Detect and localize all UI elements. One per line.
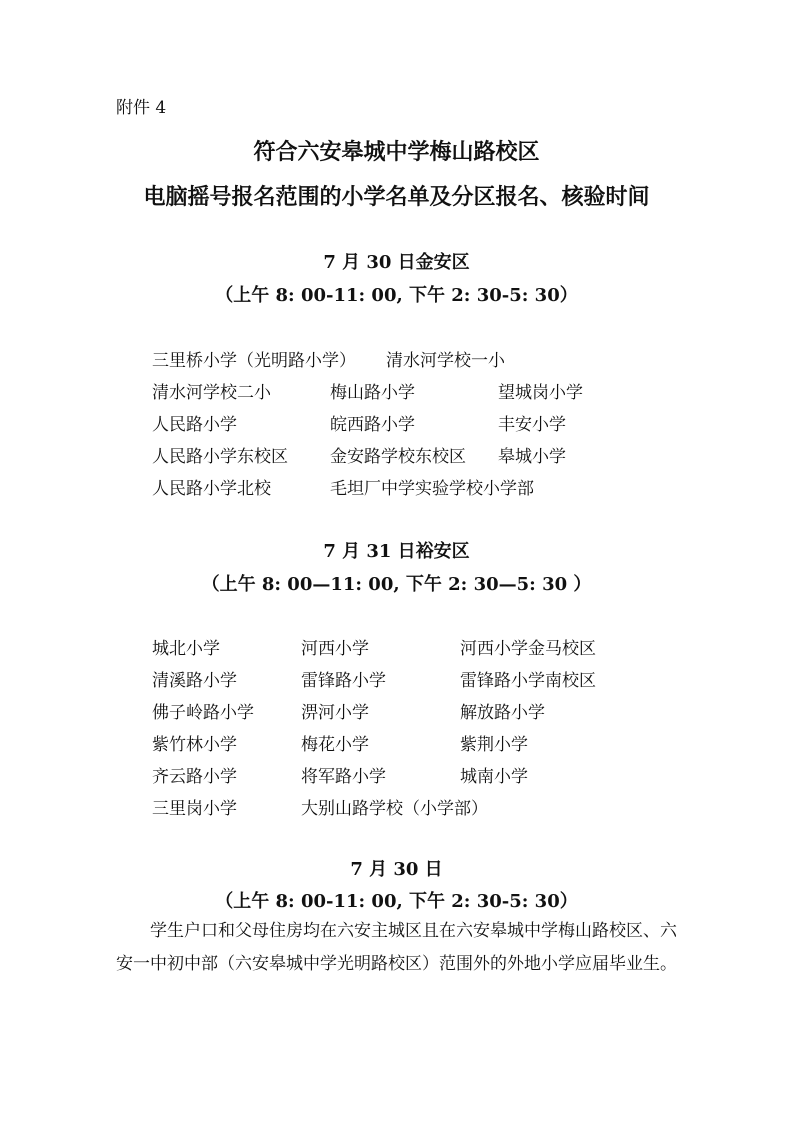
school-list-item: 三里岗小学 <box>152 799 237 819</box>
school-list-item: 三里桥小学（光明路小学） <box>152 351 356 371</box>
school-list-item: 河西小学 <box>301 639 369 659</box>
school-list-item: 雷锋路小学 <box>301 671 386 691</box>
section-outside-heading: 7 月 30 日 <box>350 859 443 880</box>
school-list-item: 佛子岭路小学 <box>152 703 254 723</box>
school-list-item: 将军路小学 <box>301 767 386 787</box>
school-list-item: 人民路小学 <box>152 415 237 435</box>
document-title-line-2: 电脑摇号报名范围的小学名单及分区报名、核验时间 <box>143 184 650 210</box>
school-list-item: 毛坦厂中学实验学校小学部 <box>330 479 534 499</box>
document-title-line-1: 符合六安皋城中学梅山路校区 <box>253 139 540 165</box>
school-list-item: 淠河小学 <box>301 703 369 723</box>
section-jinan-heading: 7 月 30 日金安区 <box>323 252 470 273</box>
school-list-item: 齐云路小学 <box>152 767 237 787</box>
school-list-item: 人民路小学东校区 <box>152 447 288 467</box>
school-list-item: 梅山路小学 <box>330 383 415 403</box>
eligibility-note: 学生户口和父母住房均在六安主城区且在六安皋城中学梅山路校区、六安一中初中部（六安皋城中学光明路校区）范围外的外地小学应届毕业生。 <box>116 921 677 974</box>
school-list-item: 紫荆小学 <box>460 735 528 755</box>
school-list-item: 城南小学 <box>460 767 528 787</box>
school-list-item: 雷锋路小学南校区 <box>460 671 596 691</box>
section-jinan-time: （上午 8: 00-11: 00, 下午 2: 30-5: 30） <box>215 285 578 306</box>
section-outside-time: （上午 8: 00-11: 00, 下午 2: 30-5: 30） <box>215 891 578 912</box>
attachment-label: 附件 4 <box>116 98 167 118</box>
school-list-item: 清水河学校二小 <box>152 383 271 403</box>
school-list-item: 望城岗小学 <box>498 383 583 403</box>
school-list-item: 清水河学校一小 <box>386 351 505 371</box>
school-list-item: 大别山路学校（小学部） <box>301 799 488 819</box>
school-list-item: 金安路学校东校区 <box>330 447 466 467</box>
school-list-item: 梅花小学 <box>301 735 369 755</box>
school-list-item: 人民路小学北校 <box>152 479 271 499</box>
school-list-item: 城北小学 <box>152 639 220 659</box>
school-list-item: 解放路小学 <box>460 703 545 723</box>
school-list-item: 皖西路小学 <box>330 415 415 435</box>
school-list-item: 清溪路小学 <box>152 671 237 691</box>
section-yuan-time: （上午 8: 00—11: 00, 下午 2: 30—5: 30 ） <box>201 574 592 595</box>
school-list-item: 紫竹林小学 <box>152 735 237 755</box>
school-list-item: 皋城小学 <box>498 447 566 467</box>
school-list-item: 丰安小学 <box>498 415 566 435</box>
school-list-item: 河西小学金马校区 <box>460 639 596 659</box>
section-yuan-heading: 7 月 31 日裕安区 <box>323 541 470 562</box>
